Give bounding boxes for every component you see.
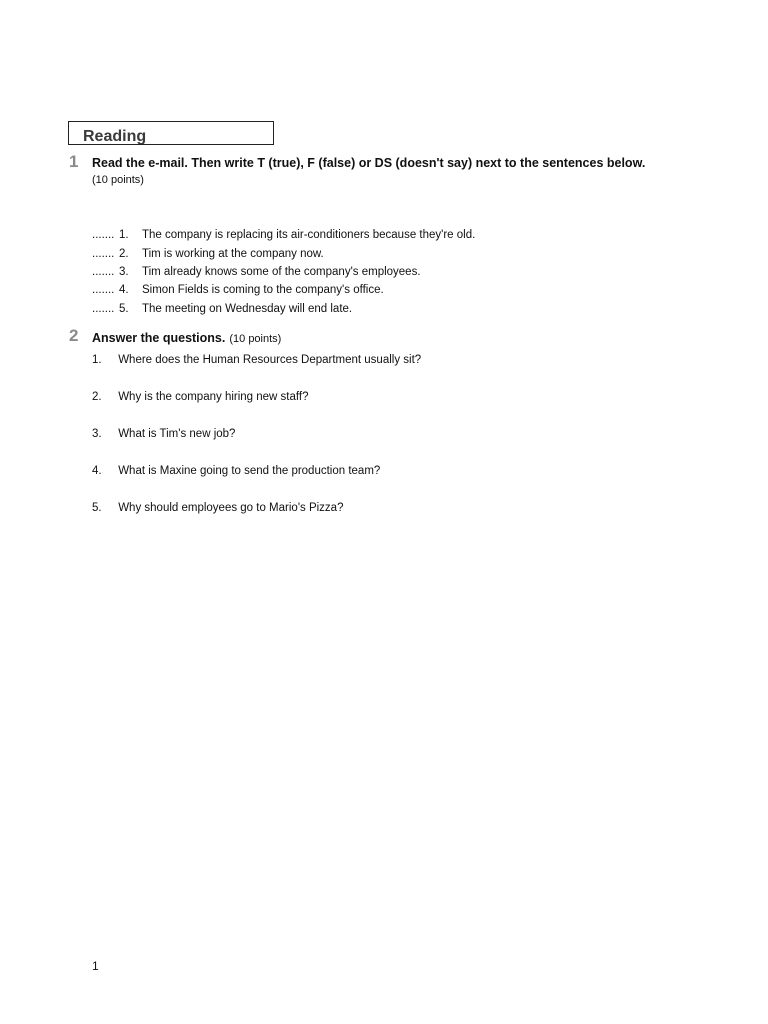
exercise-1-instruction: Read the e-mail. Then write T (true), F (false) or DS (doesn't say) next to the sentences below. — [92, 156, 646, 170]
question-number: 3. — [92, 428, 102, 440]
question-item — [92, 500, 421, 537]
question-number: 2. — [92, 391, 102, 403]
true-false-item — [92, 263, 475, 281]
question-text: What is Tim's new job? — [118, 428, 236, 440]
item-number: 5. — [119, 302, 129, 315]
question-item — [92, 463, 421, 500]
exercise-2-instruction: Answer the questions. — [92, 331, 226, 345]
page-number: 1 — [92, 959, 99, 973]
question-item — [92, 352, 421, 389]
item-number: 4. — [119, 284, 129, 297]
answer-blank[interactable]: ....... — [92, 229, 115, 242]
question-number: 4. — [92, 465, 102, 477]
exercise-1-number: 1 — [69, 152, 79, 171]
answer-blank[interactable]: ....... — [92, 265, 115, 278]
question-text: Why is the company hiring new staff? — [118, 391, 309, 403]
question-item — [92, 426, 421, 463]
true-false-item — [92, 300, 475, 318]
question-text: Where does the Human Resources Department usually sit? — [118, 354, 422, 366]
item-number: 3. — [119, 265, 129, 278]
exercise-2-number: 2 — [69, 326, 79, 345]
true-false-list — [92, 226, 475, 318]
section-title: Reading — [83, 128, 147, 145]
question-number: 1. — [92, 354, 102, 366]
true-false-item — [92, 281, 475, 299]
answer-blank[interactable]: ....... — [92, 284, 115, 297]
section-header-box — [68, 121, 274, 145]
question-number: 5. — [92, 502, 102, 514]
item-text: Tim already knows some of the company's employees. — [142, 265, 421, 278]
answer-blank[interactable]: ....... — [92, 247, 115, 260]
exercise-1-points: (10 points) — [92, 174, 144, 186]
item-text: The company is replacing its air-conditioners because they're old. — [142, 229, 476, 242]
true-false-item — [92, 244, 475, 262]
item-text: Simon Fields is coming to the company's office. — [142, 284, 384, 297]
question-text: What is Maxine going to send the production team? — [118, 465, 381, 477]
item-number: 1. — [119, 229, 129, 242]
question-item — [92, 389, 421, 426]
answer-blank[interactable]: ....... — [92, 302, 115, 315]
item-number: 2. — [119, 247, 129, 260]
exercise-2-points: (10 points) — [229, 333, 282, 345]
item-text: The meeting on Wednesday will end late. — [142, 302, 353, 315]
item-text: Tim is working at the company now. — [142, 247, 324, 260]
exercise-2-instruction-line — [92, 330, 281, 347]
true-false-item — [92, 226, 475, 244]
question-text: Why should employees go to Mario's Pizza? — [118, 502, 344, 514]
questions-list — [92, 352, 421, 537]
